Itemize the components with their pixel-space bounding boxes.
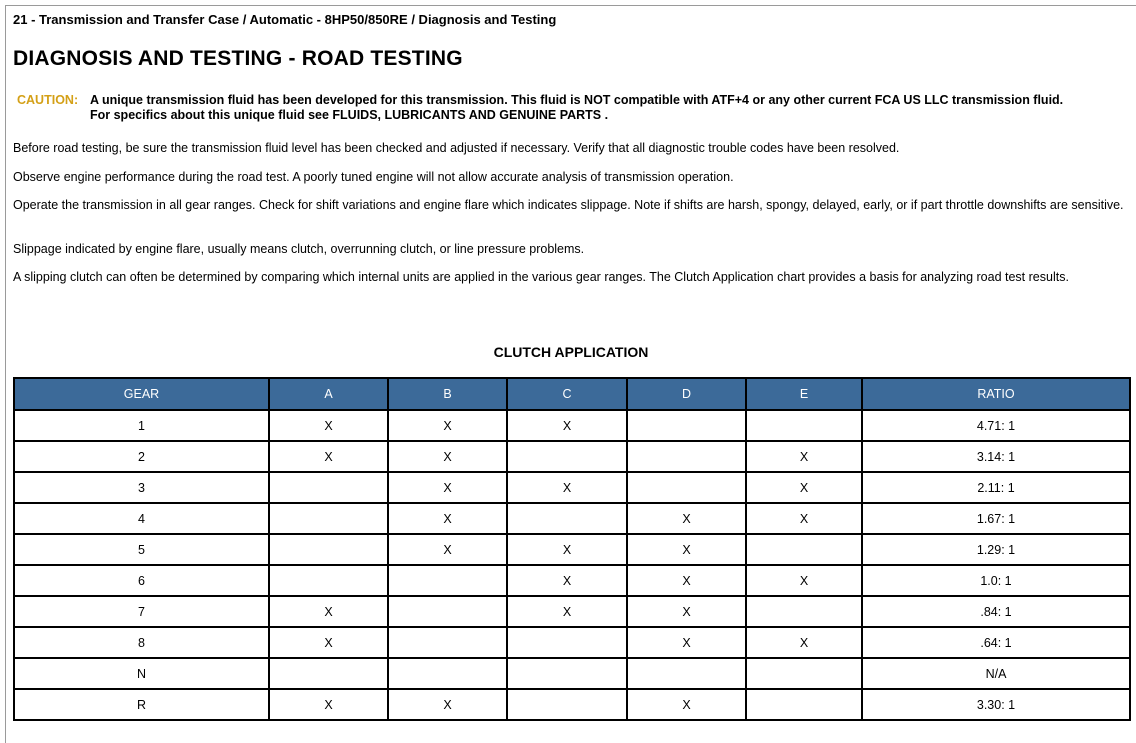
caution-line-1: A unique transmission fluid has been developed for this transmission. This fluid is NOT compatible with ATF+4 or any other current FCA US LLC transmission fluid. xyxy=(90,93,1064,107)
page-title: DIAGNOSIS AND TESTING - ROAD TESTING xyxy=(13,47,463,70)
cell-ratio: 1.0: 1 xyxy=(862,565,1130,596)
cell-gear: 4 xyxy=(14,503,269,534)
cell-gear: 6 xyxy=(14,565,269,596)
cell-b xyxy=(388,658,507,689)
cell-b: X xyxy=(388,472,507,503)
cell-e xyxy=(746,410,862,441)
breadcrumb: 21 - Transmission and Transfer Case / Automatic - 8HP50/850RE / Diagnosis and Testing xyxy=(13,12,557,27)
caution-label: CAUTION: xyxy=(17,93,79,107)
cell-d xyxy=(627,441,746,472)
cell-gear: 5 xyxy=(14,534,269,565)
cell-a: X xyxy=(269,410,388,441)
cell-a xyxy=(269,534,388,565)
cell-e: X xyxy=(746,503,862,534)
caution-text xyxy=(90,93,1130,123)
cell-ratio: 4.71: 1 xyxy=(862,410,1130,441)
cell-a xyxy=(269,565,388,596)
cell-gear: 8 xyxy=(14,627,269,658)
cell-a xyxy=(269,472,388,503)
header-b: B xyxy=(388,378,507,410)
cell-e xyxy=(746,689,862,720)
table-title: CLUTCH APPLICATION xyxy=(493,344,649,360)
header-c: C xyxy=(507,378,627,410)
header-d: D xyxy=(627,378,746,410)
cell-gear: 3 xyxy=(14,472,269,503)
cell-ratio: 2.11: 1 xyxy=(862,472,1130,503)
cell-c: X xyxy=(507,565,627,596)
cell-c: X xyxy=(507,596,627,627)
header-ratio: RATIO xyxy=(862,378,1130,410)
cell-c: X xyxy=(507,534,627,565)
cell-gear: 7 xyxy=(14,596,269,627)
clutch-application-table xyxy=(13,377,1131,721)
cell-a xyxy=(269,658,388,689)
cell-b: X xyxy=(388,410,507,441)
cell-d: X xyxy=(627,503,746,534)
cell-d xyxy=(627,472,746,503)
table-row xyxy=(14,658,1130,689)
cell-a: X xyxy=(269,596,388,627)
cell-d xyxy=(627,410,746,441)
cell-d xyxy=(627,658,746,689)
table-row xyxy=(14,441,1130,472)
paragraph-engine-performance: Observe engine performance during the road test. A poorly tuned engine will not allow accurate analysis of transmission operation. xyxy=(13,170,734,184)
cell-a: X xyxy=(269,689,388,720)
cell-ratio: 1.67: 1 xyxy=(862,503,1130,534)
header-gear: GEAR xyxy=(14,378,269,410)
cell-a: X xyxy=(269,627,388,658)
paragraph-slippage: Slippage indicated by engine flare, usually means clutch, overrunning clutch, or line pressure problems. xyxy=(13,242,585,256)
cell-c xyxy=(507,503,627,534)
cell-ratio: 3.14: 1 xyxy=(862,441,1130,472)
cell-b: X xyxy=(388,689,507,720)
cell-b xyxy=(388,596,507,627)
table-row xyxy=(14,534,1130,565)
header-e: E xyxy=(746,378,862,410)
cell-c: X xyxy=(507,472,627,503)
cell-d: X xyxy=(627,565,746,596)
cell-e: X xyxy=(746,472,862,503)
table-row xyxy=(14,627,1130,658)
cell-c: X xyxy=(507,410,627,441)
cell-gear: N xyxy=(14,658,269,689)
cell-gear: 1 xyxy=(14,410,269,441)
caution-line-2: For specifics about this unique fluid see FLUIDS, LUBRICANTS AND GENUINE PARTS . xyxy=(90,108,609,122)
table-row xyxy=(14,596,1130,627)
table-row xyxy=(14,565,1130,596)
cell-d: X xyxy=(627,534,746,565)
cell-d: X xyxy=(627,627,746,658)
table-header-row xyxy=(14,378,1130,410)
cell-c xyxy=(507,441,627,472)
cell-gear: R xyxy=(14,689,269,720)
paragraph-slipping-clutch: A slipping clutch can often be determined by comparing which internal units are applied in the various gear ranges. The Clutch Application chart provides a basis for analyzing road test results. xyxy=(13,270,1069,284)
table-row xyxy=(14,472,1130,503)
table-row xyxy=(14,689,1130,720)
cell-b xyxy=(388,627,507,658)
cell-ratio: .84: 1 xyxy=(862,596,1130,627)
cell-ratio: .64: 1 xyxy=(862,627,1130,658)
cell-e xyxy=(746,596,862,627)
cell-b xyxy=(388,565,507,596)
cell-ratio: N/A xyxy=(862,658,1130,689)
paragraph-gear-ranges: Operate the transmission in all gear ranges. Check for shift variations and engine flare which indicates slippage. Note if shifts are harsh, spongy, delayed, early, or if part throttle downshifts are sensitive. xyxy=(13,198,1124,212)
cell-d: X xyxy=(627,596,746,627)
cell-gear: 2 xyxy=(14,441,269,472)
cell-ratio: 1.29: 1 xyxy=(862,534,1130,565)
header-a: A xyxy=(269,378,388,410)
cell-c xyxy=(507,658,627,689)
cell-b: X xyxy=(388,534,507,565)
cell-e: X xyxy=(746,627,862,658)
cell-b: X xyxy=(388,441,507,472)
cell-d: X xyxy=(627,689,746,720)
cell-ratio: 3.30: 1 xyxy=(862,689,1130,720)
paragraph-fluid-check: Before road testing, be sure the transmission fluid level has been checked and adjusted if necessary. Verify that all diagnostic trouble codes have been resolved. xyxy=(13,141,900,155)
cell-a xyxy=(269,503,388,534)
cell-e: X xyxy=(746,565,862,596)
cell-c xyxy=(507,689,627,720)
cell-e xyxy=(746,658,862,689)
cell-e xyxy=(746,534,862,565)
cell-c xyxy=(507,627,627,658)
table-row xyxy=(14,503,1130,534)
cell-a: X xyxy=(269,441,388,472)
table-row xyxy=(14,410,1130,441)
cell-b: X xyxy=(388,503,507,534)
cell-e: X xyxy=(746,441,862,472)
